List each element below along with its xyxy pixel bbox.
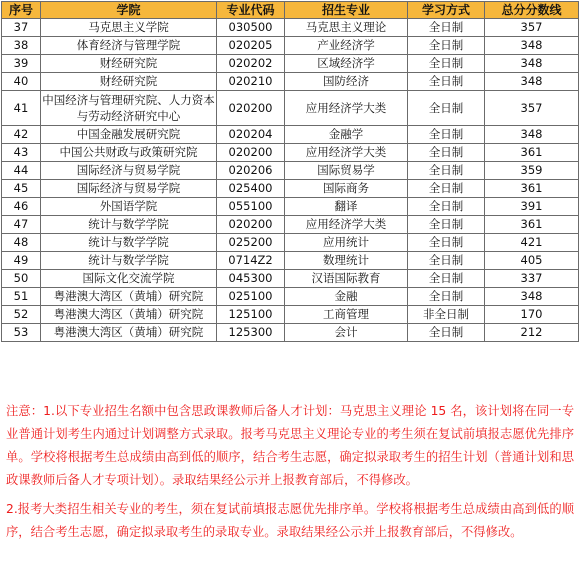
cell-score-line: 421 [485,234,579,252]
cell-score-line: 348 [485,37,579,55]
cell-index: 51 [2,288,41,306]
cell-study-mode: 全日制 [408,234,485,252]
cell-study-mode: 非全日制 [408,306,485,324]
cell-major-code: 020200 [217,91,285,126]
cell-major: 翻译 [285,198,408,216]
cell-score-line: 348 [485,73,579,91]
table-row [2,19,579,37]
header-score-line: 总分分数线 [485,2,579,19]
cell-college: 统计与数学学院 [41,234,217,252]
cell-score-line: 170 [485,306,579,324]
cell-college: 中国金融发展研究院 [41,126,217,144]
cell-index: 37 [2,19,41,37]
table-row [2,252,579,270]
cell-major-code: 055100 [217,198,285,216]
cell-score-line: 357 [485,19,579,37]
cell-college: 国际文化交流学院 [41,270,217,288]
table-row [2,144,579,162]
cell-college: 财经研究院 [41,73,217,91]
table-row [2,73,579,91]
cell-major: 国际商务 [285,180,408,198]
cell-index: 46 [2,198,41,216]
cell-study-mode: 全日制 [408,162,485,180]
cell-college: 统计与数学学院 [41,216,217,234]
cell-college: 外国语学院 [41,198,217,216]
cell-index: 49 [2,252,41,270]
cell-study-mode: 全日制 [408,91,485,126]
cell-major-code: 020200 [217,216,285,234]
table-row [2,162,579,180]
cell-score-line: 359 [485,162,579,180]
cell-college: 国际经济与贸易学院 [41,162,217,180]
cell-major: 汉语国际教育 [285,270,408,288]
cell-index: 52 [2,306,41,324]
cell-major: 应用经济学大类 [285,216,408,234]
cell-study-mode: 全日制 [408,252,485,270]
cell-major-code: 125100 [217,306,285,324]
table-row [2,37,579,55]
cell-score-line: 337 [485,270,579,288]
cell-major: 应用经济学大类 [285,144,408,162]
cell-major: 区域经济学 [285,55,408,73]
table-header-row [2,2,579,19]
cell-major: 应用经济学大类 [285,91,408,126]
cell-major-code: 125300 [217,324,285,342]
cell-score-line: 391 [485,198,579,216]
cell-major: 应用统计 [285,234,408,252]
cell-major-code: 020205 [217,37,285,55]
cell-index: 42 [2,126,41,144]
cell-study-mode: 全日制 [408,270,485,288]
cell-major-code: 025200 [217,234,285,252]
cell-index: 50 [2,270,41,288]
cell-study-mode: 全日制 [408,55,485,73]
cell-index: 38 [2,37,41,55]
table-row [2,180,579,198]
cell-study-mode: 全日制 [408,19,485,37]
table-row [2,91,579,126]
cell-major-code: 020206 [217,162,285,180]
header-study-mode: 学习方式 [408,2,485,19]
admission-score-table [1,1,579,342]
cell-index: 39 [2,55,41,73]
cell-college: 国际经济与贸易学院 [41,180,217,198]
table-row [2,288,579,306]
header-college: 学院 [41,2,217,19]
cell-study-mode: 全日制 [408,73,485,91]
note-1: 注意：1.以下专业招生名额中包含思政课教师后备人才计划：马克思主义理论 15 名，该计划将在同一专业普通计划考生内通过计划调整方式录取。报考马克思主义理论专业的考生须在复试前填报志愿优先排序单。学校将根据考生总成绩由高到低的顺序，结合考生志愿，确定拟录取考生的招生计划（普通计划和思政课教师后备人才专项计划）。录取结果经公示并上报教育部后，不得修改。 [6,404,574,487]
header-index: 序号 [2,2,41,19]
cell-index: 43 [2,144,41,162]
table-row [2,216,579,234]
cell-major: 国防经济 [285,73,408,91]
table-row [2,306,579,324]
cell-major: 金融学 [285,126,408,144]
cell-major: 工商管理 [285,306,408,324]
cell-study-mode: 全日制 [408,144,485,162]
cell-score-line: 348 [485,288,579,306]
cell-college: 中国经济与管理研究院、人力资本与劳动经济研究中心 [41,91,217,126]
table-row [2,126,579,144]
table-row [2,234,579,252]
cell-college: 体育经济与管理学院 [41,37,217,55]
cell-score-line: 348 [485,55,579,73]
cell-college: 马克思主义学院 [41,19,217,37]
note-2: 2.报考大类招生相关专业的考生，须在复试前填报志愿优先排序单。学校将根据考生总成绩由高到低的顺序，结合考生志愿，确定拟录取考生的录取专业。录取结果经公示并上报教育部后，不得修改。 [6,502,574,539]
cell-score-line: 348 [485,126,579,144]
cell-college: 粤港澳大湾区（黄埔）研究院 [41,324,217,342]
cell-index: 41 [2,91,41,126]
cell-major-code: 020202 [217,55,285,73]
cell-score-line: 357 [485,91,579,126]
cell-college: 统计与数学学院 [41,252,217,270]
cell-major: 会计 [285,324,408,342]
cell-study-mode: 全日制 [408,324,485,342]
cell-major-code: 020210 [217,73,285,91]
cell-major-code: 045300 [217,270,285,288]
cell-major: 产业经济学 [285,37,408,55]
table-row [2,324,579,342]
header-major: 招生专业 [285,2,408,19]
header-major-code: 专业代码 [217,2,285,19]
cell-major: 国际贸易学 [285,162,408,180]
cell-major-code: 030500 [217,19,285,37]
cell-study-mode: 全日制 [408,198,485,216]
table-row [2,198,579,216]
cell-score-line: 361 [485,180,579,198]
cell-college: 财经研究院 [41,55,217,73]
table-row [2,55,579,73]
cell-major: 金融 [285,288,408,306]
cell-index: 40 [2,73,41,91]
cell-major-code: 0714Z2 [217,252,285,270]
notes-section [6,400,574,544]
table-row [2,270,579,288]
cell-major-code: 025100 [217,288,285,306]
cell-index: 44 [2,162,41,180]
cell-study-mode: 全日制 [408,180,485,198]
cell-major-code: 020204 [217,126,285,144]
cell-index: 45 [2,180,41,198]
cell-major-code: 020200 [217,144,285,162]
cell-study-mode: 全日制 [408,126,485,144]
cell-college: 粤港澳大湾区（黄埔）研究院 [41,306,217,324]
cell-major-code: 025400 [217,180,285,198]
cell-study-mode: 全日制 [408,288,485,306]
cell-college: 中国公共财政与政策研究院 [41,144,217,162]
cell-score-line: 361 [485,144,579,162]
cell-index: 48 [2,234,41,252]
cell-major: 数理统计 [285,252,408,270]
cell-study-mode: 全日制 [408,37,485,55]
cell-major: 马克思主义理论 [285,19,408,37]
cell-score-line: 405 [485,252,579,270]
cell-score-line: 361 [485,216,579,234]
cell-study-mode: 全日制 [408,216,485,234]
cell-index: 53 [2,324,41,342]
cell-score-line: 212 [485,324,579,342]
cell-college: 粤港澳大湾区（黄埔）研究院 [41,288,217,306]
cell-index: 47 [2,216,41,234]
